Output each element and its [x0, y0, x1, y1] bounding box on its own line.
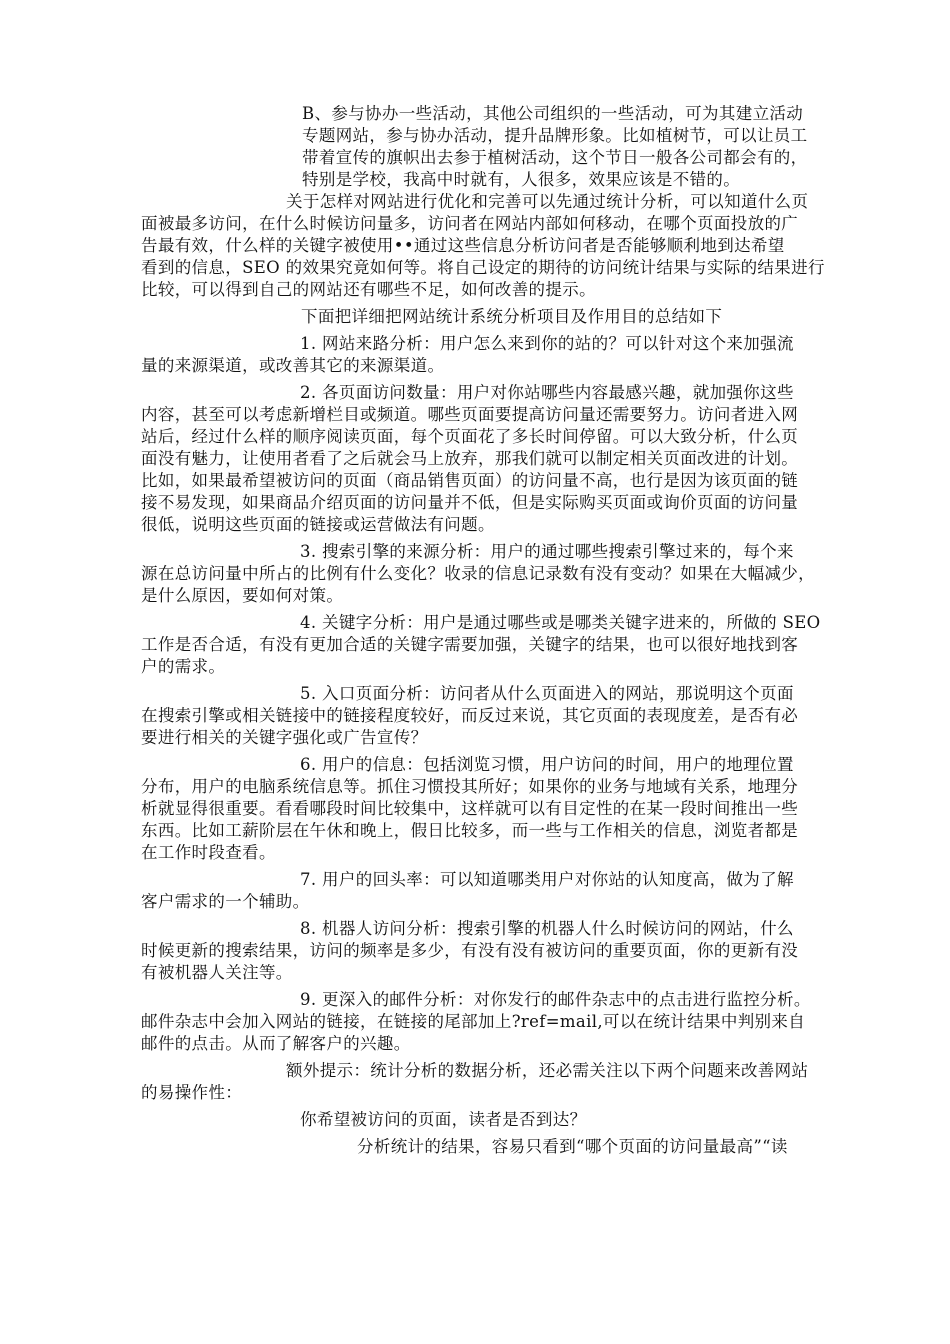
- text-line: 要进行相关的关键字强化或广告宣传？: [141, 728, 428, 747]
- text-line: 1. 网站来路分析：用户怎么来到你的站的？可以针对这个来加强流: [300, 334, 794, 353]
- text-line: 看到的信息，SEO 的效果究竟如何等。将自己设定的期待的访问统计结果与实际的结果进行: [141, 258, 825, 277]
- text-line: 面被最多访问，在什么时候访问量多，访问者在网站内部如何移动，在哪个页面投放的广: [141, 214, 799, 233]
- text-line: 内容，甚至可以考虑新增栏目或频道。哪些页面要提高访问量还需要努力。访问者进入网: [141, 405, 799, 424]
- text-line: 在工作时段查看。: [141, 843, 276, 862]
- text-line: 接不易发现，如果商品介绍页面的访问量并不低，但是实际购买页面或询价页面的访问量: [141, 493, 799, 512]
- text-line: 2. 各页面访问数量：用户对你站哪些内容最感兴趣，就加强你这些: [300, 383, 794, 402]
- text-line: 告最有效，什么样的关键字被使用••通过这些信息分析访问者是否能够顺利地到达希望: [141, 236, 785, 255]
- text-line: 分布，用户的电脑系统信息等。抓住习惯投其所好；如果你的业务与地域有关系，地理分: [141, 777, 799, 796]
- text-line: 下面把详细把网站统计系统分析项目及作用目的总结如下: [301, 307, 723, 326]
- text-line: 邮件的点击。从而了解客户的兴趣。: [141, 1034, 411, 1053]
- text-line: 在搜索引擎或相关链接中的链接程度较好，而反过来说，其它页面的表现度差，是否有必: [141, 706, 799, 725]
- text-line: 有被机器人关注等。: [141, 963, 293, 982]
- text-line: 比较，可以得到自己的网站还有哪些不足，如何改善的提示。: [141, 280, 596, 299]
- text-line: 是什么原因，要如何对策。: [141, 586, 344, 605]
- text-line: 带着宣传的旗帜出去参于植树活动，这个节日一般各公司都会有的，: [302, 148, 808, 167]
- text-line: 4. 关键字分析：用户是通过哪些或是哪类关键字进来的，所做的 SEO: [300, 613, 821, 632]
- text-line: 源在总访问量中所占的比例有什么变化？收录的信息记录数有没有变动？如果在大幅减少，: [141, 564, 815, 583]
- text-line: 9. 更深入的邮件分析：对你发行的邮件杂志中的点击进行监控分析。: [300, 990, 811, 1009]
- text-line: 站后，经过什么样的顺序阅读页面，每个页面花了多长时间停留。可以大致分析，什么页: [141, 427, 799, 446]
- text-line: 工作是否合适，有没有更加合适的关键字需要加强，关键字的结果，也可以很好地找到客: [141, 635, 799, 654]
- text-line: 比如，如果最希望被访问的页面（商品销售页面）的访问量不高，也行是因为该页面的链: [141, 471, 799, 490]
- text-line: 时候更新的搜索结果，访问的频率是多少，有没有没有被访问的重要页面，你的更新有没: [141, 941, 799, 960]
- text-line: 你希望被访问的页面，读者是否到达？: [300, 1110, 587, 1129]
- text-line: 3. 搜索引擎的来源分析：用户的通过哪些搜索引擎过来的，每个来: [300, 542, 794, 561]
- text-line: 5. 入口页面分析：访问者从什么页面进入的网站，那说明这个页面: [300, 684, 794, 703]
- text-line: 分析统计的结果，容易只看到“哪个页面的访问量最高”“读: [357, 1137, 788, 1156]
- text-line: 额外提示：统计分析的数据分析，还必需关注以下两个问题来改善网站: [286, 1061, 809, 1080]
- text-line: 量的来源渠道，或改善其它的来源渠道。: [141, 356, 445, 375]
- text-line: 很低，说明这些页面的链接或运营做法有问题。: [141, 515, 495, 534]
- text-line: 析就显得很重要。看看哪段时间比较集中，这样就可以有目定性的在某一段时间推出一些: [141, 799, 799, 818]
- text-line: 面没有魅力，让使用者看了之后就会马上放弃，那我们就可以制定相关页面改进的计划。: [141, 449, 799, 468]
- text-line: 户的需求。: [141, 657, 226, 676]
- text-line: 邮件杂志中会加入网站的链接，在链接的尾部加上?ref=mail,可以在统计结果中判别来自: [141, 1012, 806, 1031]
- text-line: 特别是学校，我高中时就有，人很多，效果应该是不错的。: [302, 170, 741, 189]
- text-line: 6. 用户的信息：包括浏览习惯，用户访问的时间，用户的地理位置: [300, 755, 794, 774]
- text-line: 关于怎样对网站进行优化和完善可以先通过统计分析，可以知道什么页: [286, 192, 809, 211]
- text-line: 的易操作性：: [141, 1083, 243, 1102]
- text-line: 8. 机器人访问分析：搜索引擎的机器人什么时候访问的网站，什么: [300, 919, 794, 938]
- text-line: 东西。比如工薪阶层在午休和晚上，假日比较多，而一些与工作相关的信息，浏览者都是: [141, 821, 799, 840]
- text-line: 专题网站，参与协办活动，提升品牌形象。比如植树节，可以让员工: [302, 126, 808, 145]
- text-line: B、参与协办一些活动，其他公司组织的一些活动，可为其建立活动: [302, 104, 804, 123]
- text-line: 7. 用户的回头率：可以知道哪类用户对你站的认知度高，做为了解: [300, 870, 794, 889]
- text-line: 客户需求的一个辅助。: [141, 892, 310, 911]
